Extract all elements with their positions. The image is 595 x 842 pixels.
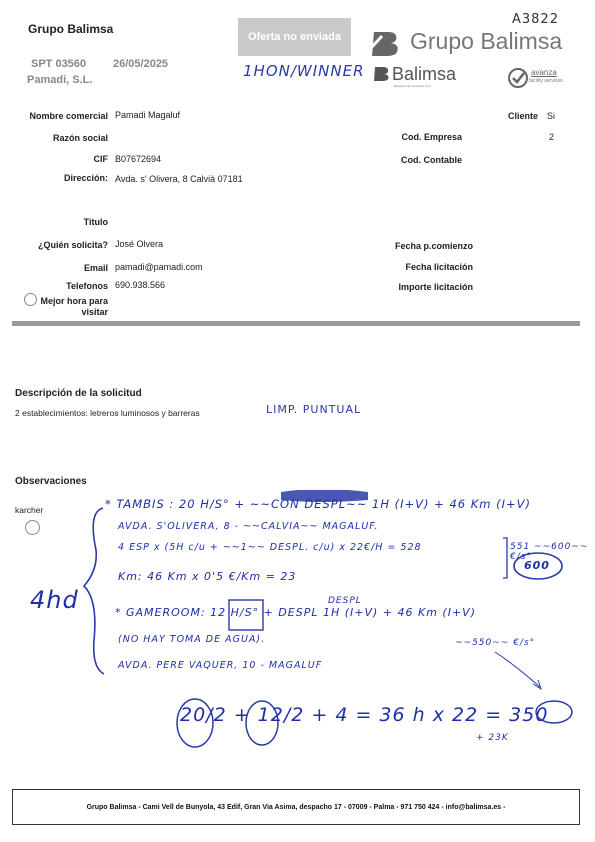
section-divider [12,321,580,326]
grupo-balimsa-logo [368,28,406,63]
descripcion-title: Descripción de la solicitud [15,388,142,399]
telefonos-label: Telefonos [66,281,108,291]
footer-text: Grupo Balimsa - Cami Vell de Bunyola, 43 Edif, Gran Via Asima, despacho 17 - 07009 - Palma - 971 750 424 - info@balimsa.es - [86,803,506,811]
hand-price-1-circled: 600 [524,559,550,572]
hand-price-2: ~~550~~ €/s° [455,638,536,648]
titulo-label: Titulo [83,217,108,227]
client-name: Pamadi, S.L. [27,74,93,86]
footer-box [12,789,580,825]
razon-social-label: Razón social [52,133,108,143]
mejor-hora-label: Mejor hora para visitar [40,296,108,317]
fecha-licitacion-label: Fecha licitación [405,262,473,272]
hand-calc-line: 20/2 + 12/2 + 4 = 36 h x 22 = 350 [180,704,549,726]
hand-line-5: * GAMEROOM: 12 H/S° + DESPL 1H (I+V) + 46 Km (I+V) [115,606,476,619]
importe-licitacion-label: Importe licitación [398,282,473,292]
cod-contable-label: Cod. Contable [401,155,462,165]
hand-despl-note: DESPL [328,596,362,606]
direccion-label: Dirección: [63,173,108,183]
nombre-comercial-label: Nombre comercial [29,111,108,121]
cif-label: CIF [93,154,108,164]
observaciones-item: karcher [15,505,44,515]
quien-solicita-label: ¿Quién solicita? [37,240,108,250]
hand-line-7: AVDA. PERE VAQUER, 10 - MAGALUF [118,660,323,671]
handwritten-code: A3822 [512,12,559,27]
cliente-label: Cliente [507,111,538,121]
nombre-comercial-value: Pamadi Magaluf [115,110,181,120]
quien-solicita-value: José Olvera [115,239,164,249]
handwritten-note: 1HON/WINNER [243,62,365,80]
fecha-comienzo-label: Fecha p.comienzo [394,241,473,251]
hand-line-3: 4 ESP x (5H c/u + ~~1~~ DESPL. c/u) x 22€/H = 528 [118,542,422,553]
reference-number: SPT 03560 [31,58,87,70]
email-value: pamadi@pamadi.com [115,262,203,272]
status-badge: Oferta no enviada [238,18,351,56]
hand-line-2: AVDA. S'OLIVERA, 8 - ~~CALVIA~~ MAGALUF. [118,521,379,532]
document-date: 26/05/2025 [113,58,169,70]
descripcion-handwritten: LIMP. PUNTUAL [266,403,362,416]
cliente-value: Si [547,111,556,121]
balimsa-b-icon [368,28,406,58]
cod-empresa-value: 2 [549,132,555,142]
logo-tagline: Business de Limpiezas S.A. [394,84,432,88]
logo-text: Grupo Balimsa [410,28,563,54]
hand-calc-sub: + 23K [476,733,509,743]
telefonos-value: 690.938.566 [115,280,166,290]
hand-line-4: Km: 46 Km x 0'5 €/Km = 23 [118,570,297,583]
hand-line-6: (NO HAY TOMA DE AGUA). [118,634,266,645]
cod-empresa-label: Cod. Empresa [401,132,462,142]
avanza-tagline: facility services [529,78,563,84]
balimsa-small-b-icon [371,65,393,83]
avanza-check-icon [508,68,528,88]
avanza-logo: avanza [531,68,557,77]
balimsa-small-logo [371,65,393,88]
cif-value: B07672694 [115,154,162,164]
direccion-value: Avda. s' Olivera, 8 Calvià 07181 [115,174,243,184]
logo-small-text: Balimsa [392,64,457,84]
company-name: Grupo Balimsa [28,22,114,36]
observaciones-title: Observaciones [15,476,87,487]
hand-price-1: 551 ~~600~~ €/s° [510,542,589,562]
email-label: Email [83,263,108,273]
hand-side-note: 4hd [30,586,79,614]
hand-line-1: * TAMBIS : 20 H/S° + ~~CON DESPL~~ 1H (I+V) + 46 Km (I+V) [105,497,532,511]
descripcion-text: 2 establecimientos: letreros luminosos y barreras [15,408,200,418]
